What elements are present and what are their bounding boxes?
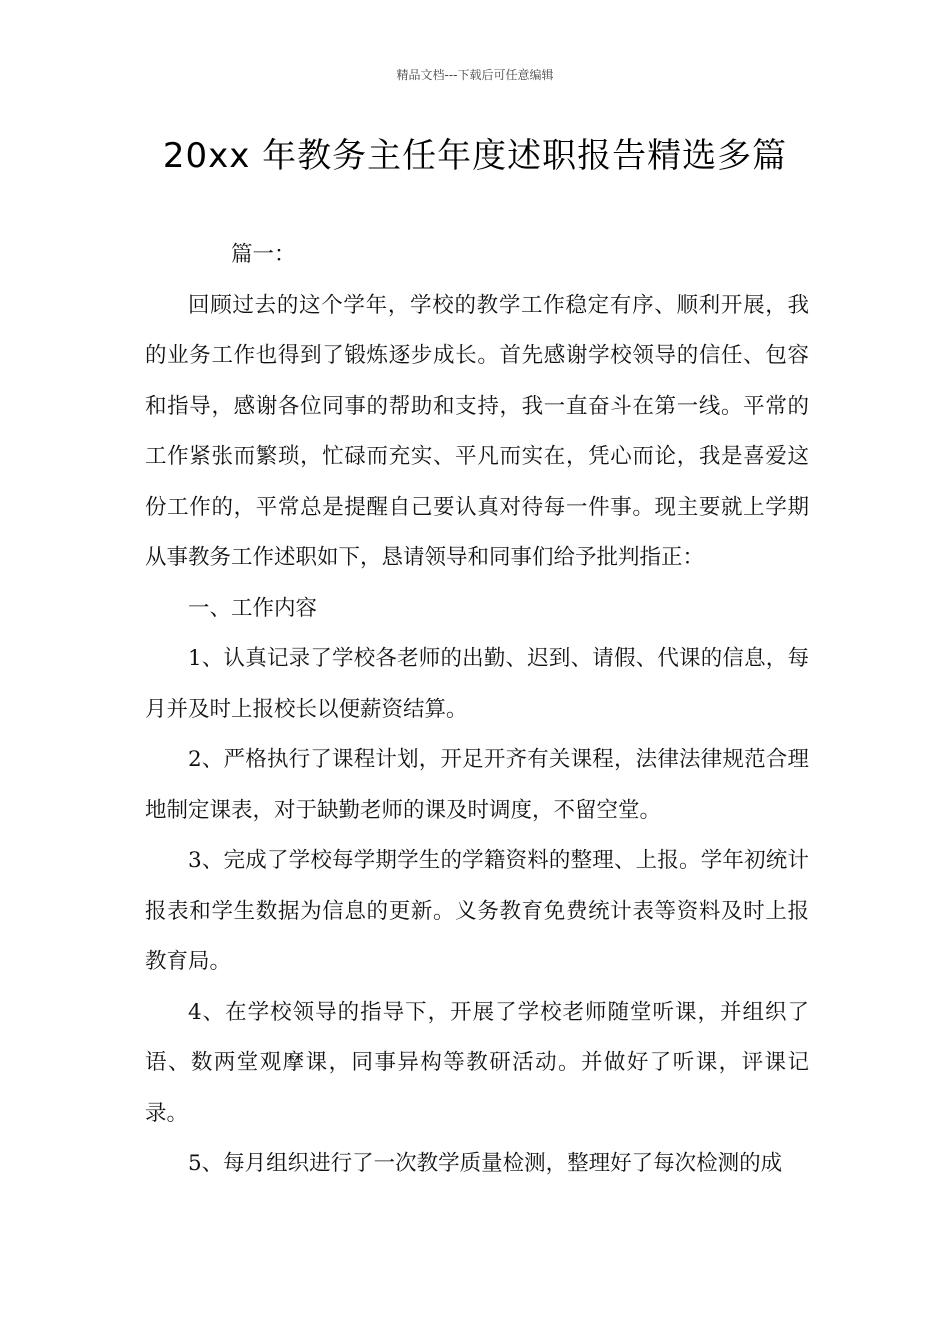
document-title: 20xx 年教务主任年度述职报告精选多篇 [162, 136, 788, 176]
document-body [145, 230, 809, 1190]
paragraph-item-2: 2、严格执行了课程计划，开足开齐有关课程，法律法律规范合理地制定课表，对于缺勤老师的课及时调度，不留空堂。 [145, 747, 809, 823]
section-heading-part-one: 篇一： [231, 242, 296, 267]
paragraph-work-content-heading: 一、工作内容 [188, 595, 318, 621]
paragraph-item-3: 3、完成了学校每学期学生的学籍资料的整理、上报。学年初统计报表和学生数据为信息的更新。义务教育免费统计表等资料及时上报教育局。 [145, 848, 809, 974]
paragraph-item-5: 5、每月组织进行了一次教学质量检测，整理好了每次检测的成 [188, 1151, 783, 1176]
paragraph-item-4: 4、在学校领导的指导下，开展了学校老师随堂听课，并组织了语、数两堂观摩课，同事异构等教研活动。并做好了听课，评课记录。 [145, 999, 809, 1126]
paragraph-intro: 回顾过去的这个学年，学校的教学工作稳定有序、顺利开展，我的业务工作也得到了锻炼逐步成长。首先感谢学校领导的信任、包容和指导，感谢各位同事的帮助和支持，我一直奋斗在第一线。平常的工作紧张而繁琐，忙碌而充实、平凡而实在，凭心而论，我是喜爱这份工作的，平常总是提醒自己要认真对待每一件事。现主要就上学期从事教务工作述职如下，恳请领导和同事们给予批判指正： [145, 292, 809, 570]
paragraph-item-1: 1、认真记录了学校各老师的出勤、迟到、请假、代课的信息，每月并及时上报校长以便薪资结算。 [145, 646, 809, 722]
header-note: 精品文档---下载后可任意编辑 [396, 68, 554, 82]
